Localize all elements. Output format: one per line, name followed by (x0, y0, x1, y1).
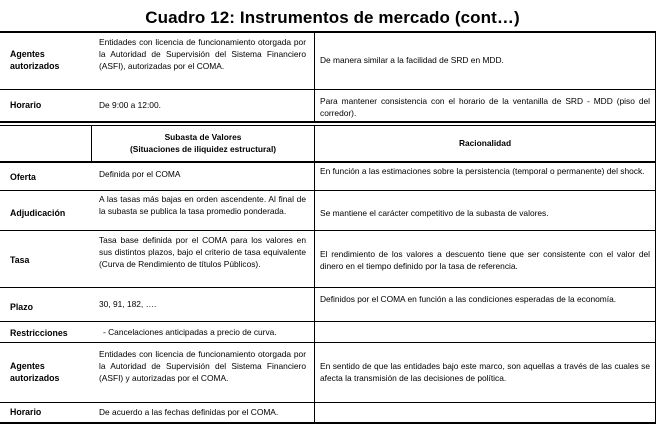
rule (0, 230, 656, 231)
rule (0, 402, 656, 403)
row-label-oferta: Oferta (10, 172, 36, 182)
row-rationale-adjudicacion: Se mantiene el carácter competitivo de la subasta de valores. (320, 208, 549, 218)
row-label-agentes (10, 360, 90, 384)
row-rationale-agentes: En sentido de que las entidades bajo este marco, son aquellas a través de las cuales se afecta la transmisión de las decisiones de política. (320, 361, 650, 383)
column-divider (314, 31, 315, 122)
section-header-racionalidad: Racionalidad (458, 138, 512, 148)
row-label-line: Agentes (10, 361, 45, 371)
row-label-line: autorizados (10, 373, 60, 383)
row-label-horario: Horario (10, 407, 42, 417)
row-label-agentes-top (10, 48, 90, 72)
section-header-subtitle: (Situaciones de iliquidez estructural) (129, 144, 277, 154)
row-description-agentes: Entidades con licencia de funcionamiento otorgada por la Autoridad de Supervisión del Sistema Financiero (ASFI) y autorizadas por el COMA. (99, 349, 306, 383)
row-rationale-agentes-top: De manera similar a la facilidad de SRD en MDD. (320, 55, 504, 65)
row-description-adjudicacion: A las tasas más bajas en orden ascendente. Al final de la subasta se publica la tasa promedio ponderada. (99, 194, 306, 216)
section-header-title: Subasta de Valores (164, 132, 242, 142)
rule-section-end (0, 121, 656, 123)
row-description-oferta: Definida por el COMA (99, 169, 181, 179)
rule (0, 287, 656, 288)
row-label-tasa: Tasa (10, 255, 30, 265)
row-rationale-horario-top: Para mantener consistencia con el horario de la ventanilla de SRD - MDD (piso del corredor). (320, 96, 650, 118)
section-header-subasta (92, 131, 314, 155)
row-rationale-oferta: En función a las estimaciones sobre la persistencia (temporal o permanente) del shock. (320, 166, 645, 176)
row-rationale-tasa: El rendimiento de los valores a descuento tiene que ser consistente con el valor del dinero en el tiempo definido por la tasa de referencia. (320, 249, 650, 271)
row-description-plazo: 30, 91, 182, …. (99, 299, 157, 309)
rule-top (0, 31, 656, 33)
row-label-line: Agentes (10, 49, 45, 59)
row-label-restricciones: Restricciones (10, 328, 68, 338)
rule (0, 125, 656, 126)
table-right-border (655, 31, 656, 424)
row-description-restricciones: - Cancelaciones anticipadas a precio de curva. (103, 327, 277, 337)
row-label-horario-top: Horario (10, 100, 42, 110)
row-description-horario: De acuerdo a las fechas definidas por el COMA. (99, 407, 279, 417)
table-title: Cuadro 12: Instrumentos de mercado (cont…) (145, 8, 520, 27)
row-description-agentes-top: Entidades con licencia de funcionamiento otorgada por la Autoridad de Supervisión del Sistema Financiero (ASFI), autorizadas por el COMA. (99, 37, 306, 71)
row-label-adjudicacion: Adjudicación (10, 208, 66, 218)
row-label-line: autorizados (10, 61, 60, 71)
rule (0, 89, 656, 90)
column-divider (314, 125, 315, 424)
rule (0, 321, 656, 322)
rule (0, 190, 656, 191)
rule-bottom (0, 422, 656, 424)
row-label-plazo: Plazo (10, 302, 33, 312)
rule-header-bottom (0, 161, 656, 163)
row-rationale-plazo: Definidos por el COMA en función a las condiciones esperadas de la economía. (320, 294, 617, 304)
row-description-horario-top: De 9:00 a 12:00. (99, 100, 161, 110)
rule (0, 342, 656, 343)
row-description-tasa: Tasa base definida por el COMA para los valores en sus distintos plazos, bajo el criterio de tasa equivalente (Curva de Rendimiento de títulos Públicos). (99, 235, 306, 269)
